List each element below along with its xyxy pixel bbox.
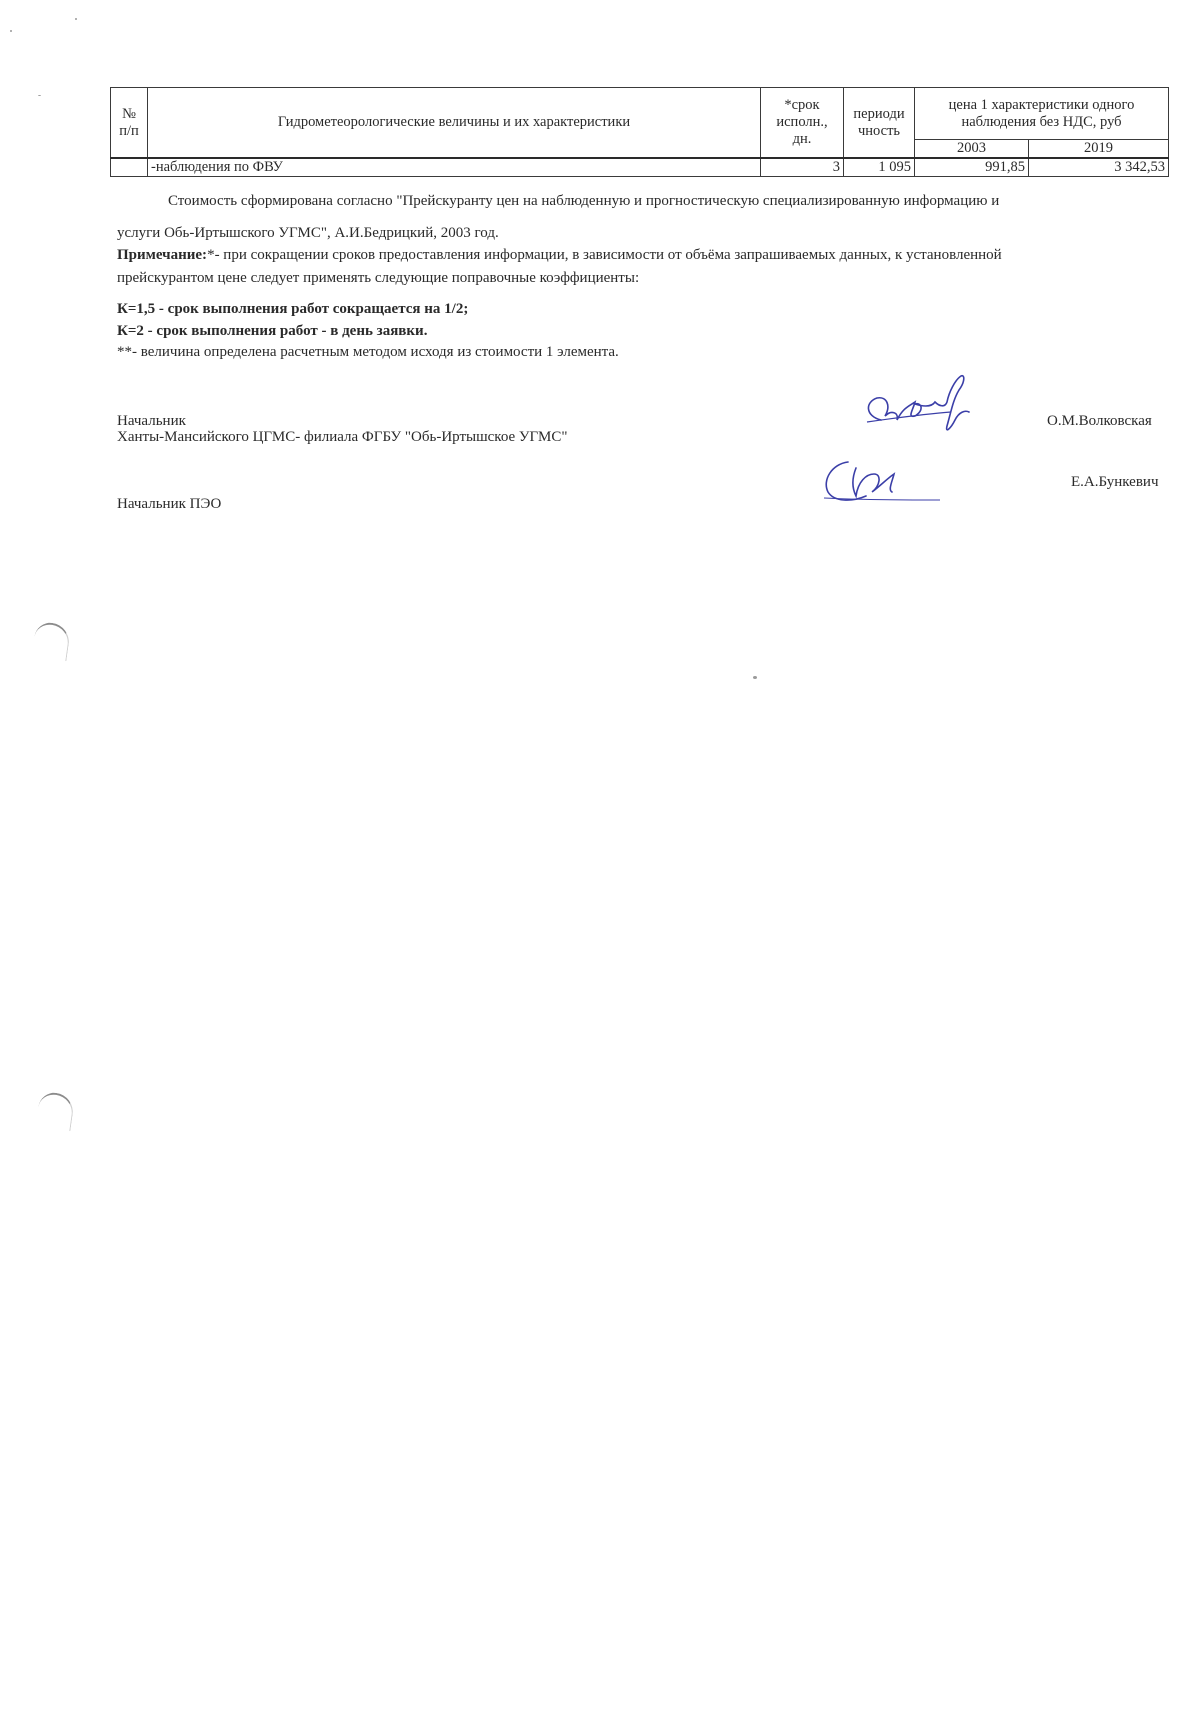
- scan-speck: [75, 18, 77, 20]
- head-name: О.М.Волковская: [1047, 413, 1152, 429]
- note-label: Примечание:: [117, 247, 208, 263]
- scan-speck: [10, 30, 12, 32]
- row-number: [111, 158, 148, 177]
- note-line-2: прейскурантом цене следует применять следующие поправочные коэффициенты:: [117, 270, 640, 286]
- row-price-2003: 991,85: [915, 158, 1029, 177]
- header-price-group: цена 1 характеристики одного наблюдения без НДС, руб: [915, 88, 1169, 140]
- header-year-2019: 2019: [1029, 140, 1169, 159]
- head-title-line-1: Начальник: [117, 413, 186, 429]
- note-line-1-text: *- при сокращении сроков предоставления информации, в зависимости от объёма запрашиваемых данных, к установленной: [207, 247, 1002, 263]
- source-line-1: Стоимость сформирована согласно "Прейскуранту цен на наблюденную и прогностическую специализированную информацию и: [168, 193, 1000, 209]
- footnote: **- величина определена расчетным методом исходя из стоимости 1 элемента.: [117, 344, 619, 360]
- peo-title: Начальник ПЭО: [117, 496, 222, 512]
- row-price-2019: 3 342,53: [1029, 158, 1169, 177]
- scan-speck: [38, 95, 41, 96]
- scan-speck: [753, 676, 757, 679]
- header-periodicity: периоди чность: [844, 88, 915, 159]
- source-line-2: услуги Обь-Иртышского УГМС", А.И.Бедрицкий, 2003 год.: [117, 225, 499, 241]
- note-line-1: [117, 246, 1002, 264]
- row-periodicity: 1 095: [844, 158, 915, 177]
- punch-hole-mark: [36, 1091, 76, 1132]
- signature-head: [855, 372, 995, 452]
- header-year-2003: 2003: [915, 140, 1029, 159]
- header-name: Гидрометеорологические величины и их характеристики: [148, 88, 761, 159]
- head-title-line-2: Ханты-Мансийского ЦГМС- филиала ФГБУ "Обь-Иртышское УГМС": [117, 429, 568, 445]
- row-name: -наблюдения по ФВУ: [148, 158, 761, 177]
- header-term: *срок исполн., дн.: [761, 88, 844, 159]
- price-table: [110, 87, 1169, 177]
- header-number: № п/п: [111, 88, 148, 159]
- peo-name: Е.А.Бункевич: [1071, 474, 1159, 490]
- coefficient-2: К=2 - срок выполнения работ - в день заявки.: [117, 323, 428, 339]
- punch-hole-mark: [32, 621, 72, 662]
- row-term: 3: [761, 158, 844, 177]
- signature-peo: [822, 452, 942, 508]
- table-row: [111, 158, 1169, 177]
- coefficient-1: К=1,5 - срок выполнения работ сокращается на 1/2;: [117, 301, 469, 317]
